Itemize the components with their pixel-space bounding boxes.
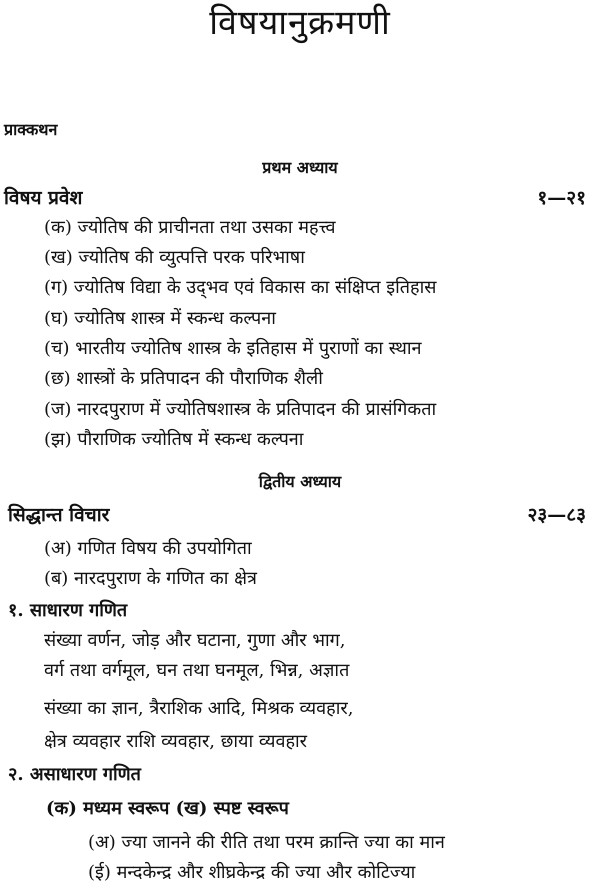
chapter-2-section-title: सिद्धान्त विचार (8, 504, 110, 526)
chapter-1-item: (क) ज्योतिष की प्राचीनता तथा उसका महत्त्व (44, 217, 336, 238)
chapter-1-item: (छ) शास्त्रों के प्रतिपादन की पौराणिक शैली (44, 368, 323, 389)
extraordinary-math-item: (ई) मन्दकेन्द्र और शीघ्रकेन्द्र की ज्या और कोटिज्या (88, 862, 416, 883)
preface-entry: प्राक्कथन (4, 120, 58, 139)
ordinary-math-line: क्षेत्र व्यवहार राशि व्यवहार, छाया व्यवहार (44, 731, 308, 752)
extraordinary-math-subheading: (क) मध्यम स्वरूप (ख) स्पष्ट स्वरूप (46, 798, 289, 819)
extraordinary-math-item: (अ) ज्या जानने की रीति तथा परम क्रान्ति ज्या का मान (88, 832, 445, 853)
chapter-2-item: (अ) गणित विषय की उपयोगिता (44, 538, 252, 559)
chapter-1-page-range: १—२१ (537, 187, 586, 209)
ordinary-math-heading: १. साधारण गणित (8, 600, 128, 621)
ordinary-math-line: संख्या का ज्ञान, त्रैराशिक आदि, मिश्रक व्यवहार, (44, 698, 354, 719)
ordinary-math-line: संख्या वर्णन, जोड़ और घटाना, गुणा और भाग, (44, 630, 346, 651)
chapter-1-heading: प्रथम अध्याय (262, 158, 338, 177)
chapter-2-heading: द्वितीय अध्याय (258, 472, 342, 491)
chapter-2-item: (ब) नारदपुराण के गणित का क्षेत्र (44, 568, 257, 589)
ordinary-math-line: वर्ग तथा वर्गमूल, घन तथा घनमूल, भिन्न, अज्ञात (44, 660, 350, 681)
chapter-1-item: (च) भारतीय ज्योतिष शास्त्र के इतिहास में पुराणों का स्थान (44, 338, 422, 359)
chapter-1-item: (ज) नारदपुराण में ज्योतिषशास्त्र के प्रतिपादन की प्रासंगिकता (44, 399, 437, 420)
extraordinary-math-heading: २. असाधारण गणित (8, 764, 141, 785)
chapter-1-section-title: विषय प्रवेश (4, 187, 83, 209)
chapter-1-item: (ख) ज्योतिष की व्युत्पत्ति परक परिभाषा (44, 247, 305, 268)
chapter-1-item: (ग) ज्योतिष विद्या के उद्‌भव एवं विकास का संक्षिप्त इतिहास (44, 277, 437, 298)
chapter-2-page-range: २३—८३ (527, 504, 586, 526)
page-title: विषयानुक्रमणी (209, 3, 391, 43)
chapter-1-item: (झ) पौराणिक ज्योतिष में स्कन्ध कल्पना (44, 429, 304, 450)
chapter-1-item: (घ) ज्योतिष शास्त्र में स्कन्ध कल्पना (44, 308, 276, 329)
